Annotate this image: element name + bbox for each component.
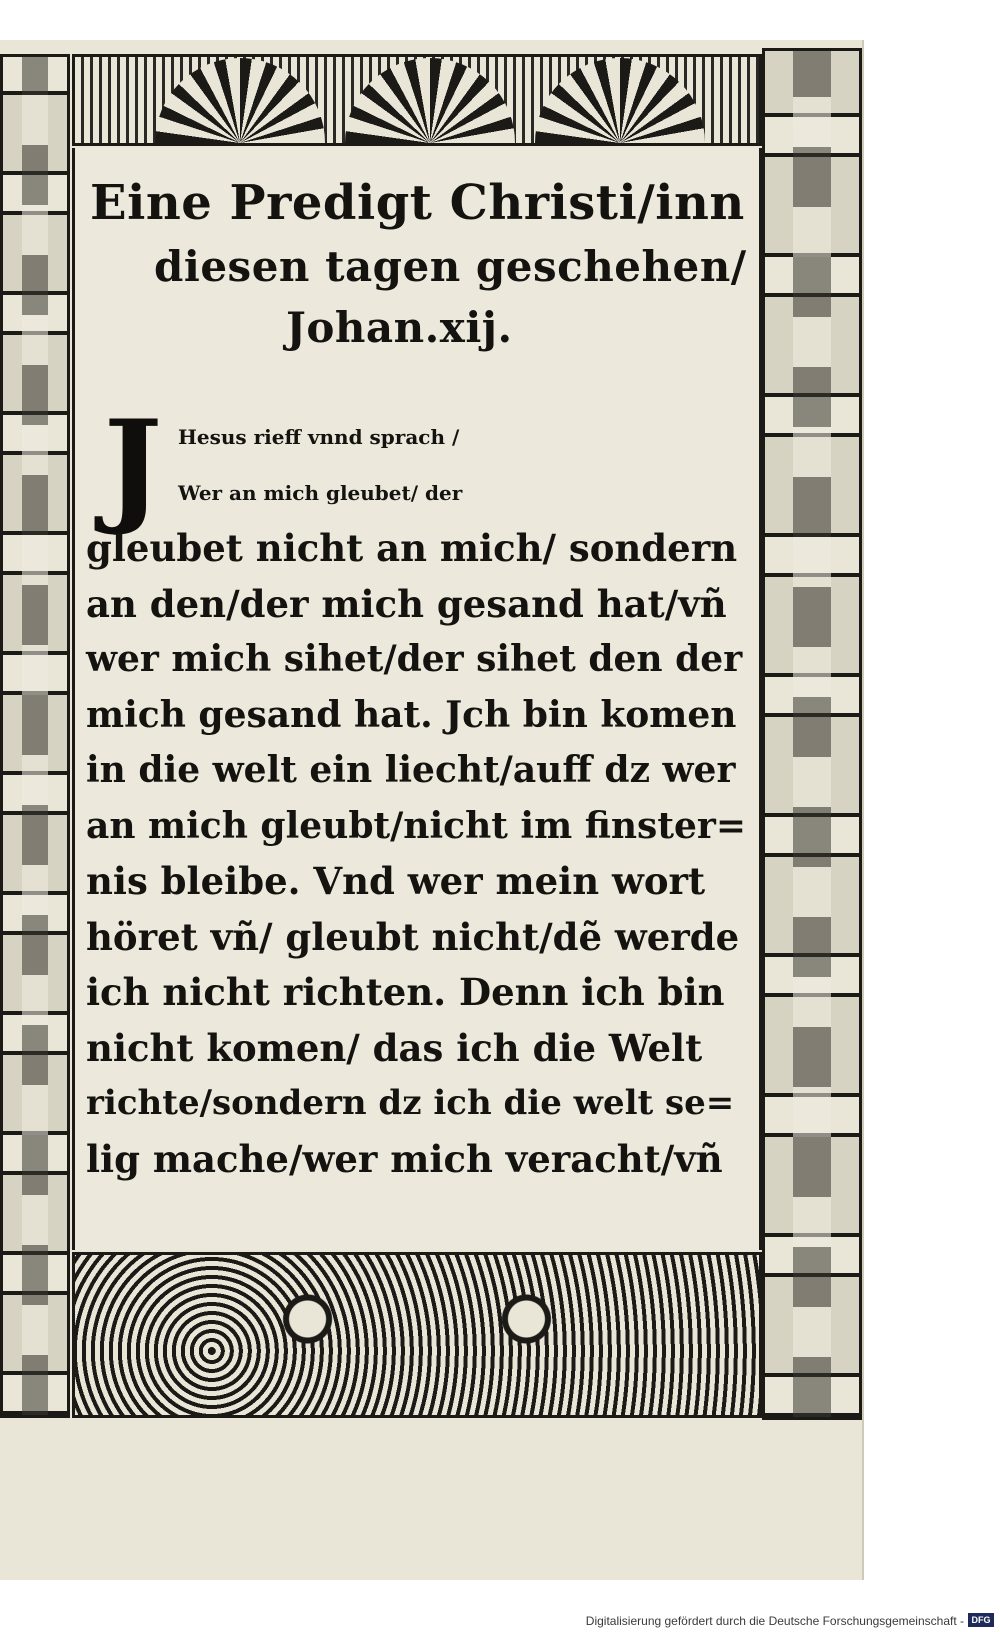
woodcut-border-top: [72, 54, 762, 146]
title-line-1: Eine Predigt Christi/inn: [90, 175, 745, 231]
fan-ornament: [535, 58, 705, 143]
text-line: nicht komen/ das ich die Welt: [86, 1025, 703, 1070]
text-line: wer mich sihet/der sihet den der: [86, 638, 743, 680]
page-title: [86, 170, 750, 358]
drop-cap-initial: J: [103, 394, 163, 539]
text-line: richte/sondern dz ich die welt se=: [86, 1083, 735, 1123]
woodcut-border-left: [0, 54, 70, 1418]
title-line-3: Johan.xij.: [286, 303, 513, 352]
text-line: höret vñ/ gleubt nicht/dẽ werde: [86, 914, 740, 959]
text-line: gleubet nicht an mich/ sondern: [86, 526, 738, 570]
text-line: Hesus rieff vnnd sprach /: [178, 425, 460, 449]
text-line: an mich gleubt/nicht im finster=: [86, 804, 746, 847]
text-line: an den/der mich gesand hat/vñ: [86, 581, 727, 626]
text-line: lig mache/wer mich veracht/vñ: [86, 1136, 723, 1181]
text-line: ich nicht richten. Denn ich bin: [86, 970, 725, 1014]
text-line: Wer an mich gleubet/ der: [178, 480, 463, 505]
woodcut-border-bottom: [72, 1252, 762, 1418]
dfg-logo: DFG: [968, 1613, 994, 1627]
text-line: nis bleibe. Vnd wer mein wort: [86, 859, 706, 903]
text-line: mich gesand hat. Jch bin komen: [86, 693, 737, 736]
woodcut-border-right: [762, 48, 862, 1420]
fan-ornament: [155, 58, 325, 143]
title-line-2: diesen tagen geschehen/: [154, 242, 747, 291]
text-line: in die welt ein liecht/auff dz wer: [86, 749, 736, 791]
digitization-credit: Digitalisierung gefördert durch die Deutsche Forschungsgemeinschaft -: [585, 1614, 964, 1628]
fan-ornament: [345, 58, 515, 143]
sermon-text: [86, 394, 746, 1187]
